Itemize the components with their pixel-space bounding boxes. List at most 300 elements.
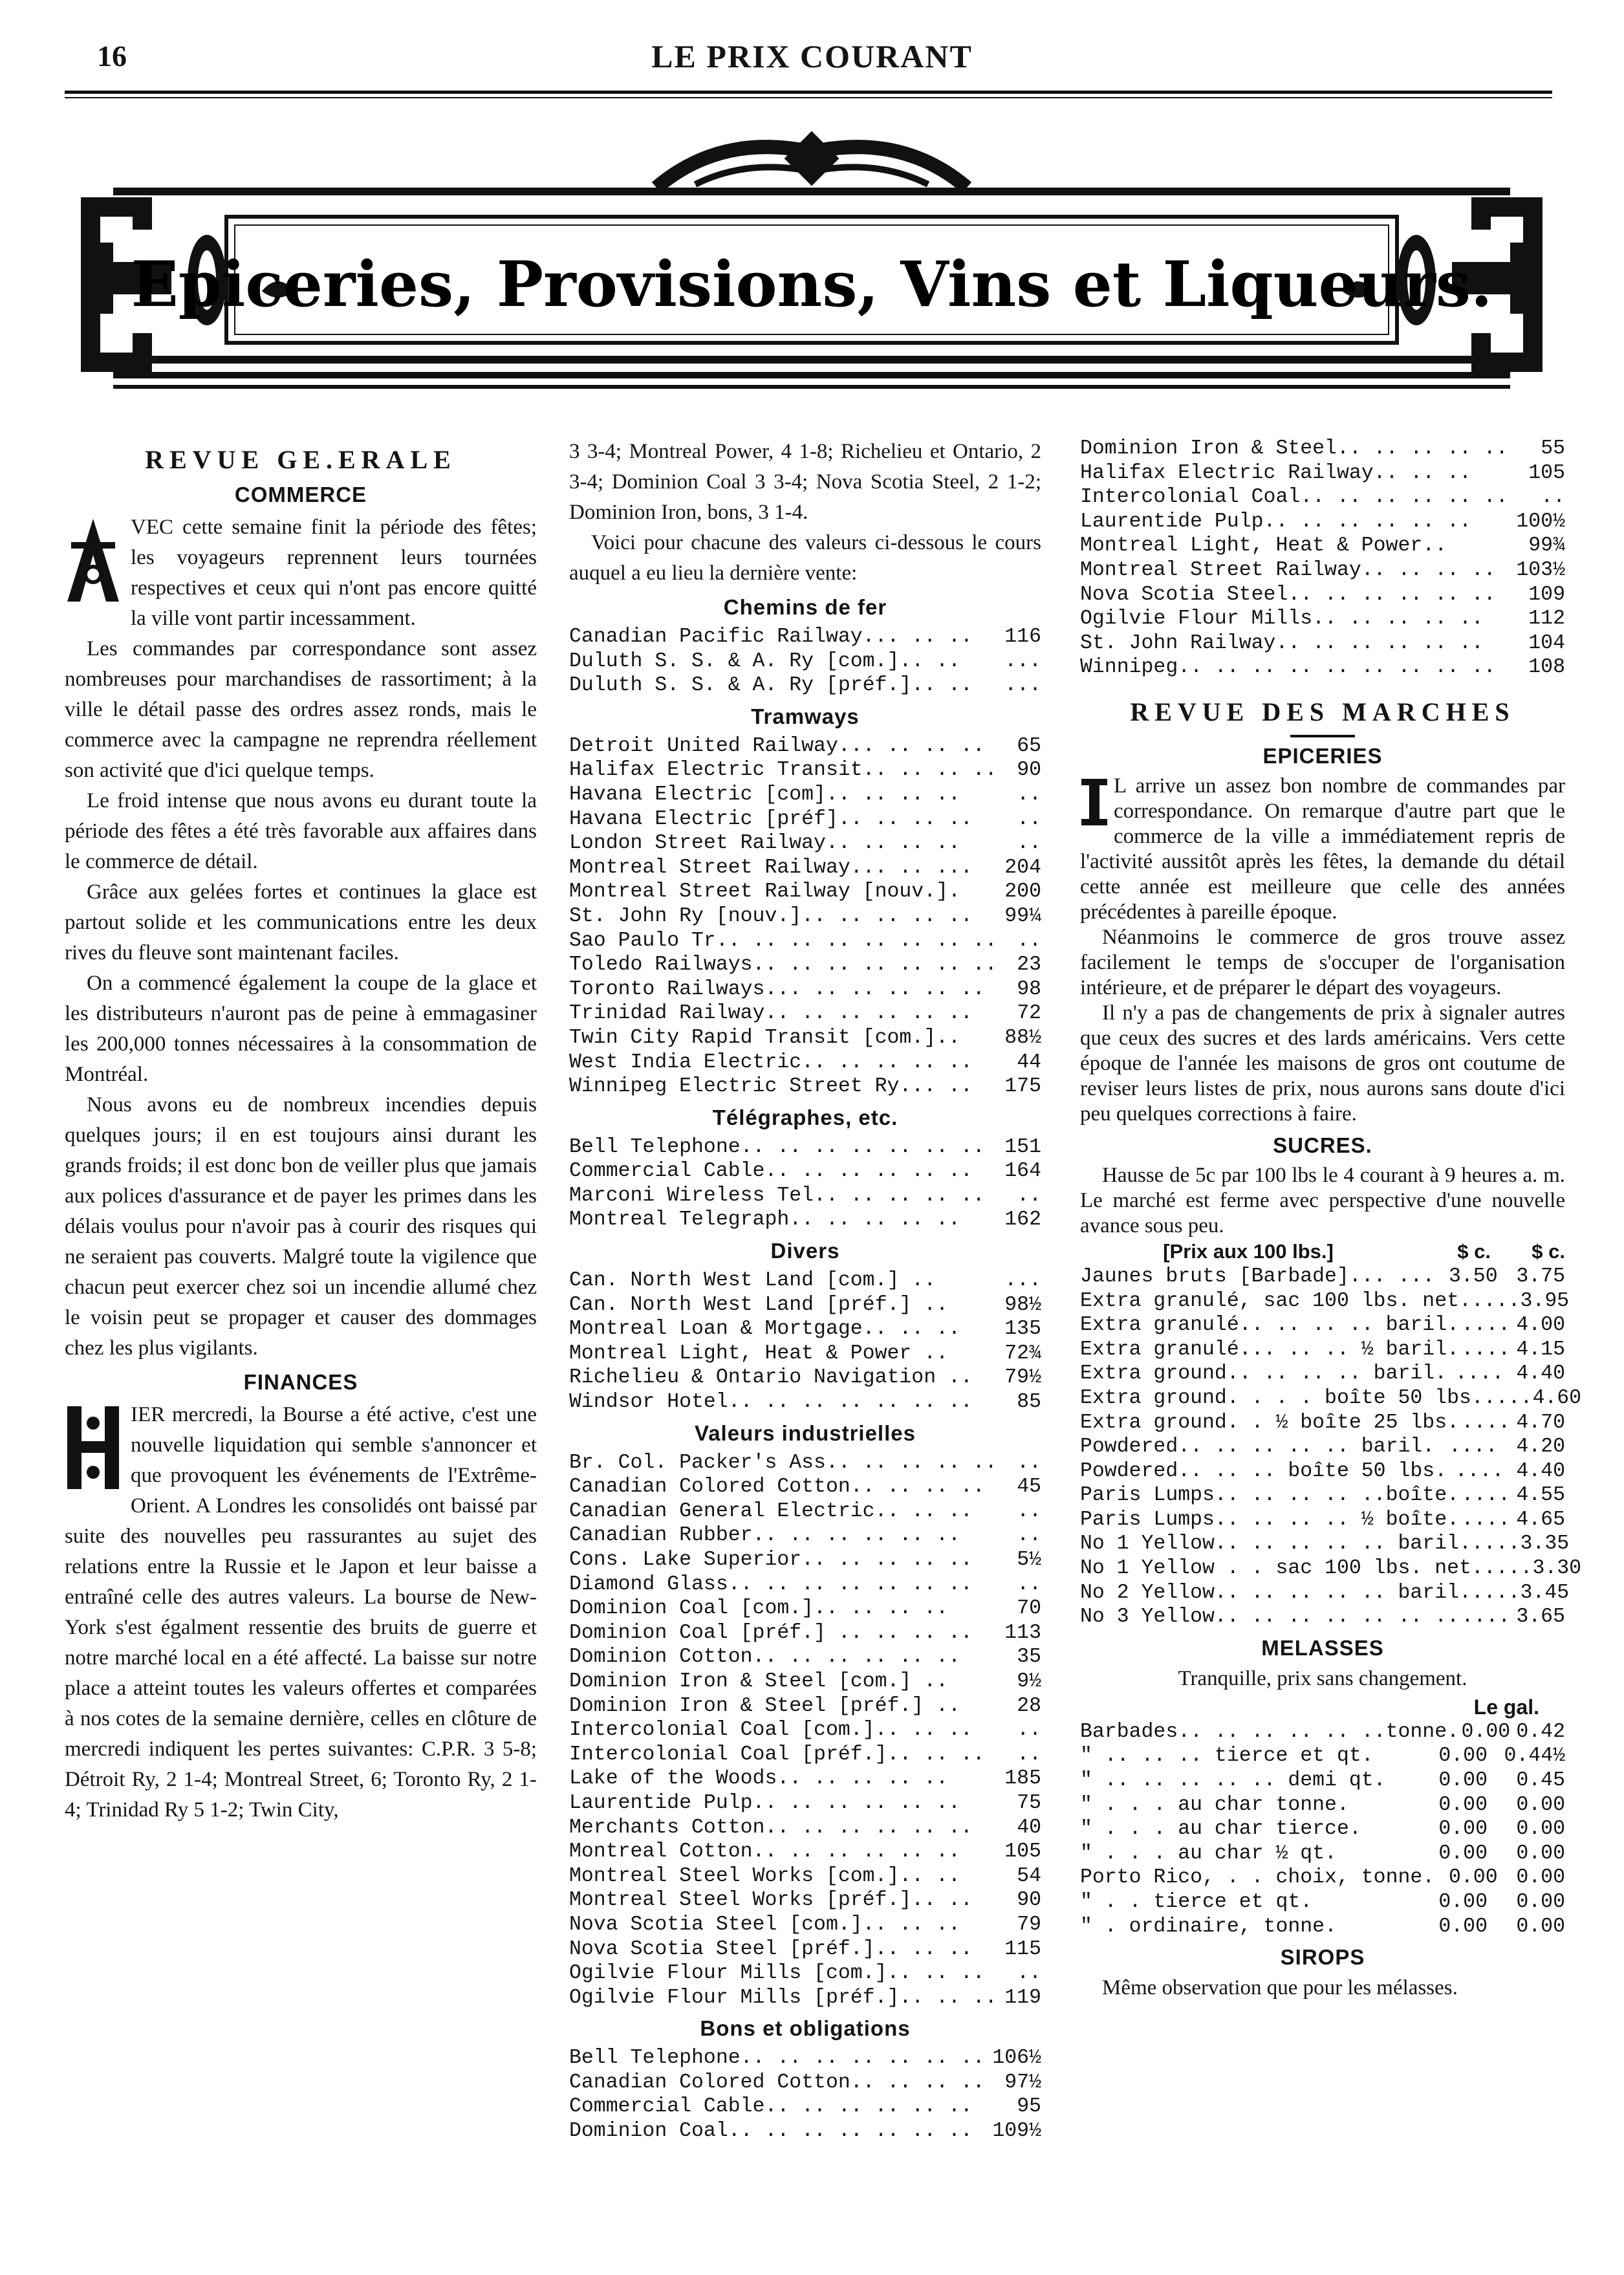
sucre-price-row — [1080, 1313, 1565, 1338]
quotation-name: Montreal Light, Heat & Power .. — [569, 1342, 948, 1365]
quotation-row — [569, 649, 1041, 674]
quotation-name: Canadian Pacific Railway... .. .. — [569, 626, 973, 648]
sucres-table-header: [Prix aux 100 lbs.] $ c. $ c. — [1163, 1239, 1565, 1263]
quotation-row — [569, 625, 1041, 649]
price-high: 0.00 — [1516, 1793, 1565, 1816]
melasse-price-row — [1080, 1842, 1565, 1866]
price-low: .... — [1461, 1508, 1511, 1531]
sucre-price-row — [1080, 1338, 1565, 1362]
finances-paragraph-1: IER mercredi, la Bourse a été active, c'est une nouvelle liquidation qui semble s'annoncer et que provoquent les événements de l'Extrême-Orient. A Londres les consolidés ont baissé par suite des nouvelles peu rassurantes au sujet des relations entre la Russie et le Japon et leur baisse a entraîné celle des autres valeurs. La bourse de New-York s'est égalment ressentie des bruits de guerre et notre marché local en a été affecté. La baisse sur notre place a atteint toutes les valeurs offertes et comparées à nos cotes de la semaine dernière, celles en clôture de mercredi indiquent les pertes suivantes: C.P.R. 3 5-8; Détroit Ry, 2 1-4; Montreal Street, 6; Toronto Ry, 2 1-4; Trinidad Ry 5 1-2; Twin City, — [65, 1403, 537, 1822]
quotation-name: Intercolonial Coal [com.].. .. .. — [569, 1719, 973, 1742]
price-low: 3.50 — [1449, 1265, 1498, 1288]
quotation-row — [569, 1840, 1041, 1864]
quotation-name: Sao Paulo Tr.. .. .. .. .. .. .. .. — [569, 929, 997, 952]
quotation-name: Diamond Glass.. .. .. .. .. .. .. — [569, 1573, 973, 1596]
quotation-value: 90 — [1017, 759, 1041, 782]
quotation-value: 109½ — [992, 2120, 1041, 2143]
header-rule — [65, 91, 1552, 94]
sucre-price-row — [1080, 1556, 1582, 1581]
quotation-value: 99¾ — [1528, 534, 1565, 558]
price-high: 0.00 — [1516, 1915, 1565, 1938]
quotation-value: 109 — [1528, 583, 1565, 606]
quotation-row — [1080, 607, 1565, 631]
melasse-price-row — [1080, 1720, 1565, 1745]
price-item: Porto Rico, . . choix, tonne. — [1080, 1866, 1435, 1889]
quotation-name: Canadian Rubber.. .. .. .. .. .. — [569, 1524, 960, 1547]
quotation-name: Richelieu & Ontario Navigation .. — [569, 1366, 973, 1389]
stock-section-title: Chemins de fer — [723, 595, 887, 619]
quotation-value: .. — [1017, 832, 1041, 855]
melasse-price-row — [1080, 1769, 1565, 1793]
quotation-name: Canadian General Electric.. .. .. — [569, 1499, 973, 1523]
quotation-name: Dominion Cotton.. .. .. .. .. .. — [569, 1646, 960, 1669]
quotation-value: .. — [1017, 807, 1041, 831]
quotation-value: 113 — [1004, 1621, 1041, 1644]
quotation-row — [569, 856, 1041, 880]
quotation-value: 98 — [1017, 977, 1041, 1001]
quotation-row — [569, 1767, 1041, 1791]
price-high: 4.60 — [1532, 1386, 1582, 1410]
quotation-row — [569, 1523, 1041, 1548]
quotation-row — [569, 1694, 1041, 1719]
price-item: Extra ground. . . . boîte 50 lbs. — [1080, 1386, 1484, 1410]
price-item: Powdered.. .. .. .. .. baril. — [1080, 1435, 1435, 1459]
price-low: .... — [1455, 1362, 1504, 1386]
drop-cap-i-icon — [1080, 778, 1109, 827]
quotation-name: Windsor Hotel.. .. .. .. .. .. .. — [569, 1391, 973, 1414]
price-high: 4.00 — [1516, 1314, 1565, 1337]
quotation-value: 44 — [1017, 1050, 1041, 1074]
quotation-name: Can. North West Land [préf.] .. — [569, 1293, 948, 1316]
quotation-value: .. — [1017, 783, 1041, 806]
price-high: 3.30 — [1532, 1557, 1582, 1580]
quotation-row — [569, 758, 1041, 783]
quotation-row — [569, 1573, 1041, 1597]
sucre-price-row — [1080, 1362, 1565, 1386]
quotation-row — [569, 904, 1041, 929]
commerce-paragraph-4: Grâce aux gelées fortes et continues la glace est partout solide et les communications entre les deux rives du fleuve sont maintenant faciles. — [65, 880, 537, 964]
price-high: 4.20 — [1516, 1435, 1565, 1459]
price-high: 4.40 — [1516, 1459, 1565, 1483]
quotation-name: Laurentide Pulp.. .. .. .. .. .. — [569, 1791, 960, 1814]
bonds-continuation — [1080, 437, 1565, 680]
quotation-row — [569, 2046, 1041, 2071]
quotation-row — [569, 1645, 1041, 1670]
price-item: Paris Lumps.. .. .. .. ½ boîte. — [1080, 1508, 1459, 1531]
price-low: 0.00 — [1438, 1842, 1488, 1865]
quotation-value: .. — [1017, 1743, 1041, 1766]
price-high: 0.00 — [1516, 1891, 1565, 1913]
melasses-paragraph: Tranquille, prix sans changement. — [1178, 1666, 1467, 1690]
quotation-row — [1080, 558, 1565, 583]
quotation-value: 79 — [1017, 1913, 1041, 1936]
quotation-value: 97½ — [1004, 2071, 1041, 2094]
subheading-commerce: COMMERCE — [234, 483, 367, 506]
sirops-paragraph: Même observation que pour les mélasses. — [1102, 1976, 1458, 2000]
price-low: .... — [1461, 1411, 1511, 1434]
price-item: " . ordinaire, tonne. — [1080, 1915, 1337, 1938]
quotation-name: Winnipeg.. .. .. .. .. .. .. .. .. — [1080, 656, 1496, 679]
drop-cap-h-icon — [65, 1404, 122, 1492]
quotation-row — [569, 880, 1041, 904]
sucres-table — [1080, 1265, 1582, 1629]
commerce-paragraph-1: VEC cette semaine finit la période des fêtes; les voyageurs reprennent leurs tournées respectives et ceux qui n'ont pas encore quitté la ville vont partir incessamment. — [65, 512, 537, 634]
quotation-row — [1080, 631, 1565, 656]
quotation-name: Montreal Loan & Mortgage.. .. .. — [569, 1318, 960, 1341]
quotation-name: London Street Railway.. .. .. .. — [569, 832, 960, 855]
quotation-name: Havana Electric [com].. .. .. .. — [569, 783, 960, 806]
melasse-price-row — [1080, 1866, 1565, 1890]
quotation-row — [569, 1293, 1041, 1318]
quotation-row — [569, 783, 1041, 807]
quotation-value: 162 — [1004, 1208, 1041, 1232]
price-low: .... — [1461, 1606, 1511, 1629]
price-high: 0.00 — [1516, 1818, 1565, 1841]
melasse-price-row — [1080, 1744, 1565, 1769]
quotation-name: Br. Col. Packer's Ass.. .. .. .. .. — [569, 1451, 997, 1474]
quotation-name: Bell Telephone.. .. .. .. .. .. .. — [569, 1135, 985, 1159]
melasses-unit: Le gal. — [1473, 1695, 1539, 1719]
quotation-name: Dominion Coal [com.].. .. .. .. — [569, 1597, 948, 1620]
quotation-name: Montreal Light, Heat & Power.. — [1080, 534, 1447, 558]
price-item: " . . . au char ½ qt. — [1080, 1842, 1337, 1865]
price-low: .... — [1449, 1435, 1498, 1459]
quotation-value: 115 — [1004, 1937, 1041, 1961]
quotation-name: Lake of the Woods.. .. .. .. .. — [569, 1767, 948, 1791]
quotation-row — [569, 831, 1041, 856]
price-item: Barbades.. .. .. .. .. ..tonne. — [1080, 1720, 1459, 1743]
price-low: .... — [1471, 1532, 1521, 1556]
quotation-value: 200 — [1004, 880, 1041, 904]
heading-revue-generale: REVUE GE.ERALE — [145, 445, 457, 474]
quotation-name: Halifax Electric Railway.. .. .. — [1080, 461, 1471, 484]
quotation-row — [569, 1961, 1041, 1986]
price-item: Extra granulé.. .. .. .. baril. — [1080, 1314, 1459, 1337]
quotation-row — [569, 1888, 1041, 1913]
sucre-price-row — [1080, 1289, 1570, 1314]
quotation-value: 55 — [1541, 437, 1565, 460]
sucre-price-row — [1080, 1435, 1565, 1459]
quotation-value: ... — [1004, 674, 1041, 697]
quotation-value: 106½ — [992, 2047, 1041, 2070]
sucre-price-row — [1080, 1459, 1565, 1484]
quotation-value: 75 — [1017, 1791, 1041, 1814]
quotation-value: .. — [1017, 1719, 1041, 1742]
quotation-name: Nova Scotia Steel.. .. .. .. .. .. — [1080, 583, 1496, 606]
melasse-price-row — [1080, 1890, 1565, 1915]
quotation-value: 99¼ — [1004, 904, 1041, 928]
price-low: .... — [1461, 1338, 1511, 1361]
price-high: 0.00 — [1516, 1842, 1565, 1865]
quotation-name: Duluth S. S. & A. Ry [com.].. .. — [569, 649, 960, 673]
quotation-name: Canadian Colored Cotton.. .. .. .. — [569, 1475, 985, 1499]
quotation-row — [569, 1986, 1041, 2010]
stocks-intro: Voici pour chacune des valeurs ci-dessous le cours auquel a eu lieu la dernière vente: — [569, 531, 1041, 585]
price-item: " .. .. .. .. .. demi qt. — [1080, 1769, 1386, 1792]
price-high: 3.35 — [1520, 1532, 1570, 1556]
quotation-name: Twin City Rapid Transit [com.].. — [569, 1026, 960, 1049]
commerce-paragraph-2: Les commandes par correspondance sont assez nombreuses pour marchandises de rassortiment; à la ville le détail passe des ordres assez ronds, mais le commerce avec la campagne ne reprendra réellement son activité que d'ici quelque temps. — [65, 637, 537, 782]
quotation-name: Winnipeg Electric Street Ry... .. — [569, 1075, 973, 1098]
commerce-paragraph-3: Le froid intense que nous avons eu durant toute la période des fêtes a été très favorable aux affaires dans le commerce de détail. — [65, 789, 537, 873]
quotation-name: Can. North West Land [com.] .. — [569, 1269, 937, 1292]
quotation-value: 116 — [1004, 626, 1041, 648]
price-high: 0.00 — [1516, 1866, 1565, 1889]
quotation-value: 65 — [1017, 734, 1041, 757]
quotation-name: Duluth S. S. & A. Ry [préf.].. .. — [569, 674, 973, 697]
price-item: No 3 Yellow.. .. .. .. .. .. .. — [1080, 1606, 1459, 1629]
subheading-finances: FINANCES — [243, 1370, 358, 1394]
price-low: 0.00 — [1438, 1745, 1488, 1768]
sucre-price-row — [1080, 1532, 1570, 1556]
finances-continuation: 3 3-4; Montreal Power, 4 1-8; Richelieu et Ontario, 2 3-4; Dominion Coal 3 3-4; Nova Scotia Steel, 2 1-2; Dominion Iron, bons, 3 1-4. — [569, 440, 1041, 524]
quotation-name: Ogilvie Flour Mills [préf.].. .. .. — [569, 1986, 997, 2009]
sucre-price-row — [1080, 1581, 1570, 1606]
quotation-row — [569, 1913, 1041, 1937]
quotation-name: Montreal Steel Works [préf.].. .. — [569, 1889, 973, 1912]
quotation-value: 95 — [1017, 2095, 1041, 2118]
quotation-name: Toledo Railways.. .. .. .. .. .. .. — [569, 953, 997, 977]
quotation-value: .. — [1017, 1499, 1041, 1523]
quotation-value: 40 — [1017, 1816, 1041, 1839]
sucre-price-row — [1080, 1508, 1565, 1532]
quotation-row — [569, 929, 1041, 953]
quotation-value: 151 — [1004, 1135, 1041, 1159]
quotation-name: Montreal Steel Works [com.].. .. — [569, 1864, 960, 1888]
subheading-epiceries: EPICERIES — [1262, 743, 1383, 768]
stock-section-title: Valeurs industrielles — [695, 1421, 916, 1445]
heading-revue-des-marches: REVUE DES MARCHES — [1130, 697, 1515, 726]
quotation-name: Montreal Telegraph.. .. .. .. .. — [569, 1208, 960, 1232]
price-low: 0.00 — [1438, 1915, 1488, 1938]
column-1 — [65, 437, 537, 1825]
quotation-value: .. — [1017, 1451, 1041, 1474]
price-item: Extra ground. . ½ boîte 25 lbs. — [1080, 1411, 1459, 1434]
quotation-name: Ogilvie Flour Mills.. .. .. .. .. — [1080, 607, 1484, 631]
quotation-row — [569, 1475, 1041, 1499]
epiceries-paragraph-2: Néanmoins le commerce de gros trouve assez facilement le temps de s'occuper de l'organisation intérieure, et de préparer le départ des voyageurs. — [1080, 925, 1565, 999]
quotation-value: 90 — [1017, 1889, 1041, 1912]
quotation-value: 23 — [1017, 953, 1041, 977]
quotation-row — [569, 1208, 1041, 1232]
quotation-name: Toronto Railways... .. .. .. .. .. — [569, 977, 985, 1001]
sucres-paragraph: Hausse de 5c par 100 lbs le 4 courant à 9 heures a. m. Le marché est ferme avec perspective d'une nouvelle avance sous peu. — [1080, 1163, 1565, 1237]
price-low: .... — [1461, 1484, 1511, 1507]
quotation-row — [569, 1670, 1041, 1694]
sucre-price-row — [1080, 1483, 1565, 1508]
price-low: .... — [1471, 1581, 1521, 1604]
quotation-row — [569, 1596, 1041, 1621]
quotation-value: .. — [1017, 1962, 1041, 1985]
quotation-row — [569, 1791, 1041, 1816]
commerce-paragraph-6: Nous avons eu de nombreux incendies depuis quelques jours; il en est toujours ainsi durant les grands froids; il est donc bon de veiller plus que jamais aux polices d'assurance et de payer les primes dans les délais voulus pour n'avoir pas à courir des risques qui ne seraient pas couverts. Malgré toute la vigilence que chacun peut exercer chez soi un incendie allumé chez le voisin peut se propager et causer des dommages chez les plus vigilants. — [65, 1093, 537, 1360]
epiceries-paragraph-1: L arrive un assez bon nombre de commandes par correspondance. On remarque d'autre part que le commerce de la ville a immédiatement repris de l'activité aussitôt après les fêtes, la demande du détail cette année est meilleure que celle des années précédentes à pareille époque. — [1080, 774, 1565, 924]
quotation-name: Montreal Street Railway... .. ... — [569, 856, 973, 879]
quotation-row — [569, 1499, 1041, 1524]
price-high: 0.44½ — [1504, 1745, 1565, 1768]
price-item: Extra granulé... .. .. ½ baril. — [1080, 1338, 1459, 1361]
price-high: 0.45 — [1516, 1769, 1565, 1792]
quotation-value: 72¾ — [1004, 1342, 1041, 1365]
melasse-price-row — [1080, 1793, 1565, 1818]
price-low: .... — [1455, 1459, 1504, 1483]
price-item: " . . . au char tonne. — [1080, 1793, 1349, 1816]
price-item: Jaunes bruts [Barbade]... ... — [1080, 1265, 1435, 1288]
quotation-row — [569, 1451, 1041, 1475]
quotation-value: 100½ — [1516, 510, 1565, 533]
section-banner — [74, 133, 1549, 404]
melasses-table — [1080, 1720, 1565, 1939]
quotation-row — [569, 1366, 1041, 1390]
price-high: 3.95 — [1520, 1289, 1570, 1312]
quotation-value: ... — [1004, 1269, 1041, 1292]
quotation-row — [569, 1864, 1041, 1889]
price-low: .... — [1461, 1314, 1511, 1337]
quotation-value: 119 — [1004, 1986, 1041, 2009]
quotation-row — [569, 1074, 1041, 1099]
quotation-name: Ogilvie Flour Mills [com.].. .. .. — [569, 1962, 985, 1985]
quotation-value: .. — [1017, 1524, 1041, 1547]
quotation-value: 105 — [1004, 1840, 1041, 1864]
quotation-row — [569, 953, 1041, 977]
quotation-value: 135 — [1004, 1318, 1041, 1341]
price-high: 3.75 — [1516, 1265, 1565, 1288]
price-high: 4.70 — [1516, 1411, 1565, 1434]
quotation-name: Nova Scotia Steel [com.].. .. .. — [569, 1913, 960, 1936]
subheading-sucres: SUCRES. — [1273, 1133, 1372, 1157]
sucre-price-row — [1080, 1265, 1565, 1289]
quotation-row — [569, 1743, 1041, 1767]
quotation-row — [1080, 534, 1565, 558]
quotation-row — [569, 1050, 1041, 1075]
quotation-row — [569, 2071, 1041, 2095]
quotation-row — [569, 2095, 1041, 2119]
quotation-value: 164 — [1004, 1160, 1041, 1183]
quotation-value: 70 — [1017, 1597, 1041, 1620]
price-low: 0.00 — [1438, 1891, 1488, 1913]
subheading-sirops: SIROPS — [1280, 1945, 1365, 1970]
quotation-value: 85 — [1017, 1391, 1041, 1414]
quotation-name: Havana Electric [préf].. .. .. .. — [569, 807, 973, 831]
quotation-name: St. John Railway.. .. .. .. .. .. — [1080, 631, 1484, 655]
quotation-value: 35 — [1017, 1646, 1041, 1669]
quotation-value: 88½ — [1004, 1026, 1041, 1049]
commerce-paragraph-5: On a commencé également la coupe de la glace et les distributeurs n'auront pas de peine à emmagasiner les 200,000 tonnes nécessaires à la consommation de Montréal. — [65, 972, 537, 1086]
quotation-row — [1080, 655, 1565, 680]
quotation-row — [1080, 485, 1565, 510]
epiceries-paragraph-3: Il n'y a pas de changements de prix à signaler autres que ceux des sucres et des lards américains. Vers cette époque de l'année les maisons de gros ont coutume de reviser leurs listes de prix, nous aurons sans doute d'ici peu quelques corrections à faire. — [1080, 1001, 1565, 1126]
quotation-name: Detroit United Railway... .. .. .. — [569, 734, 985, 757]
quotation-row — [569, 1548, 1041, 1573]
price-low: .... — [1483, 1386, 1533, 1410]
quotation-value: .. — [1017, 1184, 1041, 1207]
quotation-name: Dominion Iron & Steel [préf.] .. — [569, 1694, 960, 1717]
column-3 — [1080, 437, 1582, 2001]
quotation-row — [569, 977, 1041, 1002]
quotation-name: West India Electric.. .. .. .. .. — [569, 1050, 973, 1074]
quotation-value: 105 — [1528, 461, 1565, 484]
quotation-row — [569, 807, 1041, 832]
quotation-value: 5½ — [1017, 1549, 1041, 1571]
stock-section-title: Bons et obligations — [700, 2016, 911, 2041]
quotation-value: 185 — [1004, 1767, 1041, 1791]
quotation-row — [1080, 437, 1565, 461]
price-item: No 1 Yellow . . sac 100 lbs. net. — [1080, 1557, 1484, 1580]
publication-title: LE PRIX COURANT — [651, 38, 973, 74]
quotation-value: 28 — [1017, 1694, 1041, 1717]
price-low: 0.00 — [1438, 1793, 1488, 1816]
quotation-row — [569, 673, 1041, 698]
quotation-name: Canadian Colored Cotton.. .. .. .. — [569, 2071, 985, 2094]
quotation-row — [569, 1184, 1041, 1208]
stock-section-title: Divers — [770, 1239, 840, 1263]
quotation-name: Merchants Cotton.. .. .. .. .. .. — [569, 1816, 973, 1839]
price-low: 0.00 — [1438, 1818, 1488, 1841]
quotation-name: Dominion Iron & Steel.. .. .. .. .. — [1080, 437, 1508, 460]
column-2 — [569, 437, 1041, 2144]
price-high: 4.15 — [1516, 1338, 1565, 1361]
quotation-name: Marconi Wireless Tel.. .. .. .. .. — [569, 1184, 985, 1207]
price-high: 4.40 — [1516, 1362, 1565, 1386]
quotation-value: 104 — [1528, 631, 1565, 655]
quotation-name: Intercolonial Coal [préf.].. .. .. — [569, 1743, 985, 1766]
stock-quotations — [569, 595, 1041, 2144]
sucre-price-row — [1080, 1411, 1565, 1435]
banner-title: Epiceries, Provisions, Vins et Liqueurs. — [131, 248, 1493, 321]
price-low: .... — [1471, 1289, 1521, 1312]
quotation-row — [569, 1937, 1041, 1962]
quotation-row — [1080, 583, 1565, 607]
quotation-row — [569, 1268, 1041, 1293]
quotation-value: 98½ — [1004, 1293, 1041, 1316]
quotation-value: 72 — [1017, 1002, 1041, 1025]
price-item: Extra granulé, sac 100 lbs. net. — [1080, 1289, 1471, 1312]
quotation-row — [1080, 461, 1565, 486]
header-rule-thin — [65, 97, 1552, 98]
quotation-name: Bell Telephone.. .. .. .. .. .. .. — [569, 2047, 985, 2070]
quotation-name: Laurentide Pulp.. .. .. .. .. .. — [1080, 510, 1471, 533]
quotation-value: 45 — [1017, 1475, 1041, 1499]
quotation-name: Montreal Street Railway.. .. .. .. — [1080, 558, 1496, 582]
quotation-row — [569, 1390, 1041, 1415]
quotation-row — [569, 1342, 1041, 1366]
quotation-name: St. John Ry [nouv.].. .. .. .. .. — [569, 904, 973, 928]
quotation-value: 108 — [1528, 656, 1565, 679]
price-high: 4.65 — [1516, 1508, 1565, 1531]
price-low: 0.00 — [1438, 1769, 1488, 1792]
price-item: Extra ground.. .. .. .. baril. — [1080, 1362, 1447, 1386]
quotation-name: Intercolonial Coal.. .. .. .. .. .. — [1080, 486, 1508, 509]
quotation-value: 204 — [1004, 856, 1041, 879]
quotation-name: Commercial Cable.. .. .. .. .. .. — [569, 2095, 973, 2118]
quotation-name: Cons. Lake Superior.. .. .. .. .. — [569, 1549, 973, 1571]
price-item: " . . . au char tierce. — [1080, 1818, 1361, 1841]
price-item: No 1 Yellow.. .. .. .. .. baril. — [1080, 1532, 1471, 1556]
drop-cap-a-icon — [65, 516, 122, 604]
quotation-value: .. — [1017, 1573, 1041, 1596]
quotation-name: Trinidad Railway.. .. .. .. .. .. — [569, 1002, 973, 1025]
price-low: 0.00 — [1449, 1866, 1498, 1889]
quotation-value: 9½ — [1017, 1670, 1041, 1693]
quotation-row — [569, 1159, 1041, 1184]
sucre-price-row — [1080, 1386, 1582, 1411]
quotation-value: 103½ — [1516, 558, 1565, 582]
quotation-value: 112 — [1528, 607, 1565, 631]
price-item: No 2 Yellow.. .. .. .. .. baril. — [1080, 1581, 1471, 1604]
quotation-value: .. — [1541, 486, 1565, 509]
price-high: 3.45 — [1520, 1581, 1570, 1604]
quotation-row — [569, 1001, 1041, 1026]
